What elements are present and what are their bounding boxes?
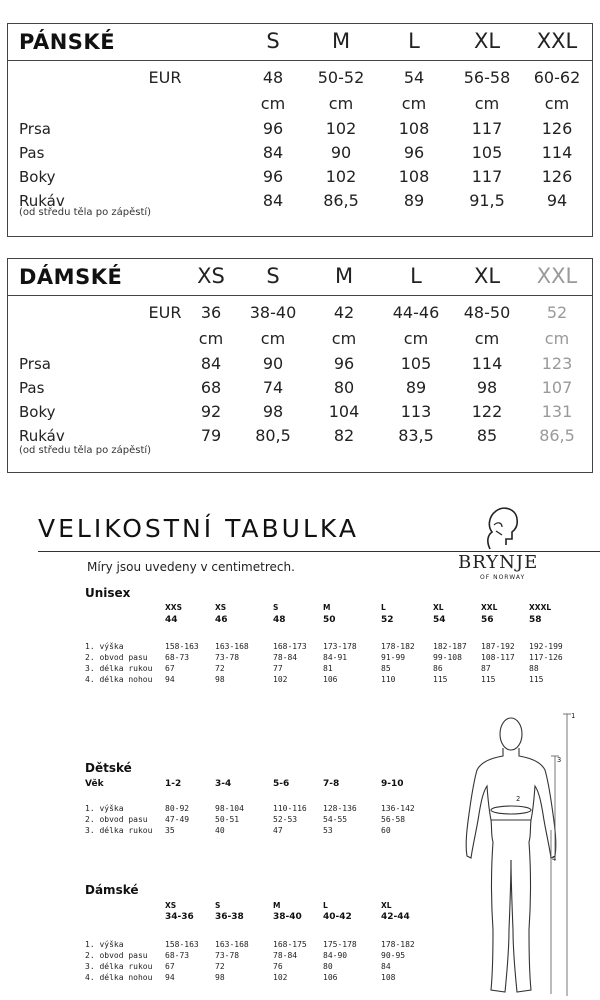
size-chart-title: VELIKOSTNÍ TABULKA bbox=[38, 514, 359, 543]
kids-row-label: 1. výška bbox=[85, 804, 124, 813]
marker-3: 3 bbox=[557, 756, 562, 764]
womens-cell: 163-168 bbox=[215, 940, 249, 949]
men-cell: 108 bbox=[398, 119, 430, 138]
women-cell: 68 bbox=[200, 378, 222, 397]
unisex-cell: 78-84 bbox=[273, 653, 298, 662]
kids-size: 9-10 bbox=[381, 779, 404, 789]
men-size-header: XL bbox=[473, 29, 501, 53]
men-size-header: S bbox=[266, 29, 280, 53]
women-size-header: L bbox=[410, 264, 422, 288]
womens-cell: 68-73 bbox=[165, 951, 190, 960]
women-cell: 80,5 bbox=[255, 426, 291, 445]
women-size-header: XS bbox=[197, 264, 225, 288]
unisex-cell: 168-173 bbox=[273, 642, 307, 651]
women-row-note: (od středu těla po zápěstí) bbox=[19, 445, 152, 456]
unisex-cell: 86 bbox=[433, 664, 443, 673]
men-size-header: L bbox=[408, 29, 420, 53]
kids-cell: 40 bbox=[215, 826, 225, 835]
brand-name: BRYNJE bbox=[458, 552, 539, 573]
women-eur-value: 38-40 bbox=[249, 303, 297, 322]
womens-cell: 72 bbox=[215, 962, 225, 971]
kids-cell: 50-51 bbox=[215, 815, 240, 824]
men-eur-label: EUR bbox=[148, 68, 182, 87]
unisex-size: XXS bbox=[165, 603, 182, 612]
womens-cell: 168-175 bbox=[273, 940, 307, 949]
unisex-size: XS bbox=[215, 603, 227, 612]
unisex-num: 44 bbox=[165, 615, 178, 625]
women-row-label: Rukáv bbox=[19, 427, 65, 445]
unisex-cell: 67 bbox=[165, 664, 175, 673]
brynje-head-logo-icon bbox=[480, 505, 522, 551]
kids-cell: 56-58 bbox=[381, 815, 406, 824]
unisex-cell: 115 bbox=[433, 675, 448, 684]
men-eur-value: 60-62 bbox=[533, 68, 581, 87]
women-cell: 80 bbox=[333, 378, 355, 397]
men-row-note: (od středu těla po zápěstí) bbox=[19, 207, 152, 218]
womens-row-label: 2. obvod pasu bbox=[85, 951, 148, 960]
women-cell: 83,5 bbox=[398, 426, 434, 445]
women-eur-value: 48-50 bbox=[463, 303, 511, 322]
women-cell: 98 bbox=[262, 402, 284, 421]
women-eur-value: 42 bbox=[333, 303, 355, 322]
kids-title: Dětské bbox=[85, 761, 132, 775]
men-unit: cm bbox=[474, 94, 500, 113]
women-cell: 131 bbox=[541, 402, 573, 421]
women-cell: 114 bbox=[471, 354, 503, 373]
womens-row-label: 3. délka rukou bbox=[85, 962, 153, 971]
womens-size: S bbox=[215, 901, 221, 910]
women-row-label: Boky bbox=[19, 403, 56, 421]
womens-cell: 67 bbox=[165, 962, 175, 971]
kids-age-label: Věk bbox=[85, 779, 104, 789]
unisex-title: Unisex bbox=[85, 586, 131, 600]
women-unit: cm bbox=[544, 329, 570, 348]
women-cell: 104 bbox=[328, 402, 360, 421]
kids-size: 7-8 bbox=[323, 779, 340, 789]
men-row-label: Prsa bbox=[19, 120, 51, 138]
kids-cell: 47-49 bbox=[165, 815, 190, 824]
women-size-header: XL bbox=[473, 264, 501, 288]
womens-cell: 80 bbox=[323, 962, 333, 971]
body-measurement-figure-icon bbox=[455, 710, 600, 1000]
womens-num: 34-36 bbox=[165, 912, 194, 922]
kids-row-label: 2. obvod pasu bbox=[85, 815, 148, 824]
kids-cell: 80-92 bbox=[165, 804, 190, 813]
men-cell: 91,5 bbox=[469, 191, 505, 210]
marker-2: 2 bbox=[516, 795, 521, 803]
kids-size: 3-4 bbox=[215, 779, 232, 789]
womens-cell: 94 bbox=[165, 973, 175, 982]
unisex-cell: 115 bbox=[481, 675, 496, 684]
womens-row-label: 1. výška bbox=[85, 940, 124, 949]
women-cell: 82 bbox=[333, 426, 355, 445]
men-title: PÁNSKÉ bbox=[19, 30, 116, 54]
women-unit: cm bbox=[260, 329, 286, 348]
women-size-header: M bbox=[334, 264, 354, 288]
men-unit: cm bbox=[401, 94, 427, 113]
unisex-num: 50 bbox=[323, 615, 336, 625]
men-cell: 90 bbox=[330, 143, 352, 162]
unisex-num: 52 bbox=[381, 615, 394, 625]
men-cell: 84 bbox=[262, 143, 284, 162]
womens-size: L bbox=[323, 901, 328, 910]
men-cell: 117 bbox=[471, 167, 503, 186]
women-eur-value: 44-46 bbox=[392, 303, 440, 322]
womens-cell: 106 bbox=[323, 973, 338, 982]
men-size-header: XXL bbox=[536, 29, 578, 53]
kids-cell: 35 bbox=[165, 826, 175, 835]
unisex-cell: 115 bbox=[529, 675, 544, 684]
kids-cell: 52-53 bbox=[273, 815, 298, 824]
kids-cell: 98-104 bbox=[215, 804, 244, 813]
women-cell: 89 bbox=[405, 378, 427, 397]
unisex-size: XXXL bbox=[529, 603, 552, 612]
unisex-size: S bbox=[273, 603, 279, 612]
women-unit: cm bbox=[403, 329, 429, 348]
womens-num: 38-40 bbox=[273, 912, 302, 922]
women-cell: 86,5 bbox=[539, 426, 575, 445]
women-cell: 107 bbox=[541, 378, 573, 397]
men-size-table bbox=[7, 23, 593, 237]
women-cell: 113 bbox=[400, 402, 432, 421]
kids-size: 1-2 bbox=[165, 779, 182, 789]
women-cell: 92 bbox=[200, 402, 222, 421]
men-unit: cm bbox=[328, 94, 354, 113]
men-cell: 114 bbox=[541, 143, 573, 162]
unisex-size: XXL bbox=[481, 603, 498, 612]
unisex-row-label: 4. délka nohou bbox=[85, 675, 153, 684]
men-cell: 126 bbox=[541, 167, 573, 186]
unisex-num: 46 bbox=[215, 615, 228, 625]
unisex-num: 48 bbox=[273, 615, 286, 625]
men-eur-value: 56-58 bbox=[463, 68, 511, 87]
women-unit: cm bbox=[198, 329, 224, 348]
unisex-cell: 87 bbox=[481, 664, 491, 673]
womens-cell: 78-84 bbox=[273, 951, 298, 960]
women-unit: cm bbox=[331, 329, 357, 348]
unisex-cell: 178-182 bbox=[381, 642, 415, 651]
kids-cell: 128-136 bbox=[323, 804, 357, 813]
men-cell: 94 bbox=[546, 191, 568, 210]
kids-size: 5-6 bbox=[273, 779, 290, 789]
womens-size: XL bbox=[381, 901, 392, 910]
men-unit: cm bbox=[544, 94, 570, 113]
unisex-cell: 106 bbox=[323, 675, 338, 684]
womens-cell: 175-178 bbox=[323, 940, 357, 949]
men-cell: 126 bbox=[541, 119, 573, 138]
womens-cell: 84 bbox=[381, 962, 391, 971]
unisex-size: L bbox=[381, 603, 386, 612]
men-row-label: Boky bbox=[19, 168, 56, 186]
womens-cell: 73-78 bbox=[215, 951, 240, 960]
men-cell: 102 bbox=[325, 119, 357, 138]
womens-num: 42-44 bbox=[381, 912, 410, 922]
unisex-cell: 68-73 bbox=[165, 653, 190, 662]
women-eur-label: EUR bbox=[148, 303, 182, 322]
men-row-label: Pas bbox=[19, 144, 45, 162]
unisex-cell: 117-126 bbox=[529, 653, 563, 662]
unisex-cell: 108-117 bbox=[481, 653, 515, 662]
brand-subtitle: OF NORWAY bbox=[480, 574, 526, 581]
womens-cell: 76 bbox=[273, 962, 283, 971]
women-eur-value: 52 bbox=[546, 303, 568, 322]
kids-cell: 136-142 bbox=[381, 804, 415, 813]
unisex-cell: 91-99 bbox=[381, 653, 406, 662]
women-cell: 74 bbox=[262, 378, 284, 397]
men-cell: 96 bbox=[262, 119, 284, 138]
women-unit: cm bbox=[474, 329, 500, 348]
men-cell: 84 bbox=[262, 191, 284, 210]
women-size-header: S bbox=[266, 264, 280, 288]
men-eur-value: 48 bbox=[262, 68, 284, 87]
unisex-cell: 85 bbox=[381, 664, 391, 673]
kids-row-label: 3. délka rukou bbox=[85, 826, 153, 835]
men-eur-value: 50-52 bbox=[317, 68, 365, 87]
unisex-cell: 99-108 bbox=[433, 653, 462, 662]
size-chart-subtitle: Míry jsou uvedeny v centimetrech. bbox=[87, 560, 295, 574]
kids-cell: 53 bbox=[323, 826, 333, 835]
womens-cell: 98 bbox=[215, 973, 225, 982]
men-eur-value: 54 bbox=[403, 68, 425, 87]
women-cell: 85 bbox=[476, 426, 498, 445]
unisex-row-label: 2. obvod pasu bbox=[85, 653, 148, 662]
unisex-cell: 163-168 bbox=[215, 642, 249, 651]
women-size-header: XXL bbox=[536, 264, 578, 288]
women-size-table bbox=[7, 258, 593, 473]
unisex-row-label: 1. výška bbox=[85, 642, 124, 651]
womens-cell: 178-182 bbox=[381, 940, 415, 949]
women-cell: 122 bbox=[471, 402, 503, 421]
men-row-label: Rukáv bbox=[19, 192, 65, 210]
unisex-cell: 182-187 bbox=[433, 642, 467, 651]
men-cell: 89 bbox=[403, 191, 425, 210]
unisex-row-label: 3. délka rukou bbox=[85, 664, 153, 673]
kids-cell: 110-116 bbox=[273, 804, 307, 813]
women-cell: 79 bbox=[200, 426, 222, 445]
unisex-size: M bbox=[323, 603, 331, 612]
womens-cell: 102 bbox=[273, 973, 288, 982]
men-cell: 105 bbox=[471, 143, 503, 162]
marker-4: 4 bbox=[552, 855, 557, 863]
unisex-cell: 77 bbox=[273, 664, 283, 673]
women-cell: 90 bbox=[262, 354, 284, 373]
womens-row-label: 4. délka nohou bbox=[85, 973, 153, 982]
women-cell: 98 bbox=[476, 378, 498, 397]
kids-cell: 60 bbox=[381, 826, 391, 835]
unisex-num: 56 bbox=[481, 615, 494, 625]
unisex-cell: 81 bbox=[323, 664, 333, 673]
kids-cell: 47 bbox=[273, 826, 283, 835]
men-cell: 96 bbox=[262, 167, 284, 186]
womens-title: Dámské bbox=[85, 883, 139, 897]
men-cell: 117 bbox=[471, 119, 503, 138]
women-cell: 123 bbox=[541, 354, 573, 373]
women-row-label: Pas bbox=[19, 379, 45, 397]
womens-cell: 108 bbox=[381, 973, 396, 982]
men-cell: 86,5 bbox=[323, 191, 359, 210]
men-cell: 96 bbox=[403, 143, 425, 162]
womens-cell: 158-163 bbox=[165, 940, 199, 949]
unisex-cell: 94 bbox=[165, 675, 175, 684]
unisex-cell: 192-199 bbox=[529, 642, 563, 651]
men-cell: 108 bbox=[398, 167, 430, 186]
unisex-cell: 158-163 bbox=[165, 642, 199, 651]
men-size-header: M bbox=[331, 29, 351, 53]
womens-cell: 84-90 bbox=[323, 951, 348, 960]
womens-size: XS bbox=[165, 901, 177, 910]
unisex-cell: 72 bbox=[215, 664, 225, 673]
women-title: DÁMSKÉ bbox=[19, 265, 123, 289]
womens-num: 40-42 bbox=[323, 912, 352, 922]
unisex-cell: 98 bbox=[215, 675, 225, 684]
unisex-num: 54 bbox=[433, 615, 446, 625]
marker-1: 1 bbox=[571, 712, 576, 720]
women-eur-value: 36 bbox=[200, 303, 222, 322]
unisex-cell: 88 bbox=[529, 664, 539, 673]
men-cell: 102 bbox=[325, 167, 357, 186]
kids-cell: 54-55 bbox=[323, 815, 348, 824]
unisex-cell: 187-192 bbox=[481, 642, 515, 651]
unisex-size: XL bbox=[433, 603, 444, 612]
womens-cell: 90-95 bbox=[381, 951, 406, 960]
womens-size: M bbox=[273, 901, 281, 910]
women-row-label: Prsa bbox=[19, 355, 51, 373]
unisex-cell: 73-78 bbox=[215, 653, 240, 662]
unisex-cell: 110 bbox=[381, 675, 396, 684]
unisex-cell: 84-91 bbox=[323, 653, 348, 662]
women-cell: 105 bbox=[400, 354, 432, 373]
unisex-num: 58 bbox=[529, 615, 542, 625]
women-cell: 96 bbox=[333, 354, 355, 373]
women-cell: 84 bbox=[200, 354, 222, 373]
men-unit: cm bbox=[260, 94, 286, 113]
unisex-cell: 102 bbox=[273, 675, 288, 684]
unisex-cell: 173-178 bbox=[323, 642, 357, 651]
womens-num: 36-38 bbox=[215, 912, 244, 922]
